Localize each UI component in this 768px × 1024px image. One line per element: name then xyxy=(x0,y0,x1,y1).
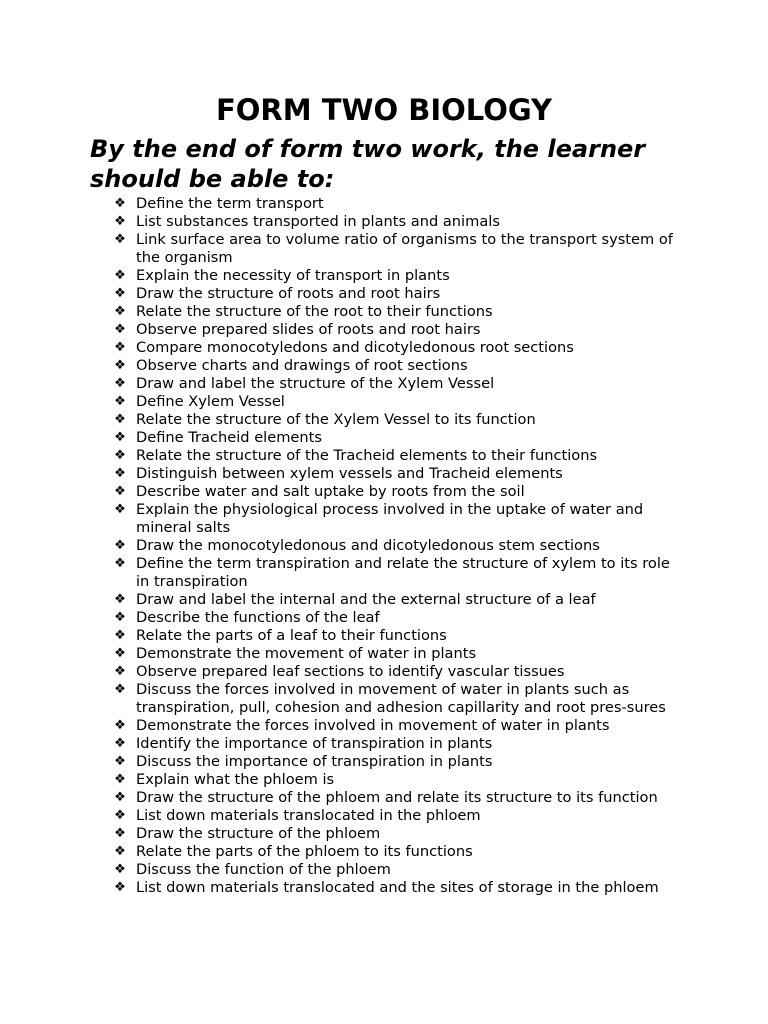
objective-text: List down materials translocated and the sites of storage in the phloem xyxy=(136,879,659,896)
list-item xyxy=(0,717,768,735)
diamond-bullet-icon: ❖ xyxy=(114,448,126,463)
diamond-bullet-icon: ❖ xyxy=(114,484,126,499)
objective-text: Define Tracheid elements xyxy=(136,429,322,446)
list-item xyxy=(0,861,768,879)
diamond-bullet-icon: ❖ xyxy=(114,394,126,409)
diamond-bullet-icon: ❖ xyxy=(114,844,126,859)
diamond-bullet-icon: ❖ xyxy=(114,340,126,355)
objective-text: Explain the physiological process involved in the uptake of water and mineral salts xyxy=(136,501,644,536)
objective-text: Discuss the function of the phloem xyxy=(136,861,391,878)
objective-text: Compare monocotyledons and dicotyledonous root sections xyxy=(136,339,574,356)
list-item xyxy=(0,357,768,375)
list-item xyxy=(0,609,768,627)
diamond-bullet-icon: ❖ xyxy=(114,196,126,211)
list-item xyxy=(0,465,768,483)
diamond-bullet-icon: ❖ xyxy=(114,646,126,661)
objective-text: Identify the importance of transpiration in plants xyxy=(136,735,493,752)
diamond-bullet-icon: ❖ xyxy=(114,718,126,733)
diamond-bullet-icon: ❖ xyxy=(114,610,126,625)
list-item xyxy=(0,843,768,861)
list-item xyxy=(0,645,768,663)
list-item xyxy=(0,483,768,501)
list-item xyxy=(0,321,768,339)
objective-text: Define the term transport xyxy=(136,195,324,212)
list-item xyxy=(0,213,768,231)
diamond-bullet-icon: ❖ xyxy=(114,682,126,697)
document-title: FORM TWO BIOLOGY xyxy=(215,93,553,127)
objectives-list xyxy=(0,195,768,897)
objective-text: Explain what the phloem is xyxy=(136,771,335,788)
diamond-bullet-icon: ❖ xyxy=(114,790,126,805)
objective-text: Discuss the forces involved in movement of water in plants such as transpiration, pull, cohesion and adhesion capillarity and root pres-sures xyxy=(136,681,666,716)
diamond-bullet-icon: ❖ xyxy=(114,430,126,445)
list-item xyxy=(0,879,768,897)
list-item xyxy=(0,285,768,303)
list-item xyxy=(0,501,768,537)
diamond-bullet-icon: ❖ xyxy=(114,376,126,391)
objective-text: Relate the parts of the phloem to its functions xyxy=(136,843,473,860)
list-item xyxy=(0,429,768,447)
diamond-bullet-icon: ❖ xyxy=(114,880,126,895)
list-item xyxy=(0,447,768,465)
diamond-bullet-icon: ❖ xyxy=(114,466,126,481)
objective-text: Define the term transpiration and relate the structure of xylem to its role in transpiration xyxy=(136,555,670,590)
diamond-bullet-icon: ❖ xyxy=(114,862,126,877)
list-item xyxy=(0,627,768,645)
objective-text: Relate the structure of the root to their functions xyxy=(136,303,493,320)
diamond-bullet-icon: ❖ xyxy=(114,538,126,553)
list-item xyxy=(0,825,768,843)
objective-text: Draw the structure of roots and root hairs xyxy=(136,285,441,302)
objective-text: Discuss the importance of transpiration in plants xyxy=(136,753,493,770)
diamond-bullet-icon: ❖ xyxy=(114,502,126,517)
objective-text: Observe prepared leaf sections to identify vascular tissues xyxy=(136,663,565,680)
diamond-bullet-icon: ❖ xyxy=(114,232,126,247)
diamond-bullet-icon: ❖ xyxy=(114,592,126,607)
diamond-bullet-icon: ❖ xyxy=(114,754,126,769)
objective-text: Describe the functions of the leaf xyxy=(136,609,380,626)
diamond-bullet-icon: ❖ xyxy=(114,214,126,229)
objective-text: Explain the necessity of transport in plants xyxy=(136,267,450,284)
list-item xyxy=(0,339,768,357)
diamond-bullet-icon: ❖ xyxy=(114,304,126,319)
objective-text: Draw the structure of the phloem xyxy=(136,825,381,842)
diamond-bullet-icon: ❖ xyxy=(114,322,126,337)
list-item xyxy=(0,663,768,681)
objective-text: Define Xylem Vessel xyxy=(136,393,285,410)
objective-text: Relate the structure of the Tracheid elements to their functions xyxy=(136,447,598,464)
objective-text: Observe charts and drawings of root sections xyxy=(136,357,468,374)
diamond-bullet-icon: ❖ xyxy=(114,772,126,787)
objective-text: Draw and label the internal and the external structure of a leaf xyxy=(136,591,596,608)
objective-text: Draw the structure of the phloem and relate its structure to its function xyxy=(136,789,658,806)
document-subtitle: By the end of form two work, the learner should be able to: xyxy=(90,135,646,193)
diamond-bullet-icon: ❖ xyxy=(114,736,126,751)
list-item xyxy=(0,375,768,393)
list-item xyxy=(0,789,768,807)
diamond-bullet-icon: ❖ xyxy=(114,826,126,841)
list-item xyxy=(0,267,768,285)
list-item xyxy=(0,807,768,825)
objective-text: Draw the monocotyledonous and dicotyledonous stem sections xyxy=(136,537,600,554)
diamond-bullet-icon: ❖ xyxy=(114,664,126,679)
objective-text: List substances transported in plants and animals xyxy=(136,213,500,230)
objective-text: Draw and label the structure of the Xylem Vessel xyxy=(136,375,495,392)
diamond-bullet-icon: ❖ xyxy=(114,808,126,823)
list-item xyxy=(0,537,768,555)
diamond-bullet-icon: ❖ xyxy=(114,358,126,373)
diamond-bullet-icon: ❖ xyxy=(114,286,126,301)
diamond-bullet-icon: ❖ xyxy=(114,268,126,283)
list-item xyxy=(0,393,768,411)
list-item xyxy=(0,753,768,771)
objective-text: Observe prepared slides of roots and root hairs xyxy=(136,321,481,338)
list-item xyxy=(0,681,768,717)
objective-text: Relate the structure of the Xylem Vessel to its function xyxy=(136,411,536,428)
objective-text: Link surface area to volume ratio of organisms to the transport system of the organism xyxy=(136,231,673,266)
list-item xyxy=(0,303,768,321)
objective-text: Describe water and salt uptake by roots from the soil xyxy=(136,483,525,500)
list-item xyxy=(0,591,768,609)
list-item xyxy=(0,771,768,789)
list-item xyxy=(0,735,768,753)
list-item xyxy=(0,195,768,213)
diamond-bullet-icon: ❖ xyxy=(114,628,126,643)
diamond-bullet-icon: ❖ xyxy=(114,556,126,571)
diamond-bullet-icon: ❖ xyxy=(114,412,126,427)
list-item xyxy=(0,411,768,429)
list-item xyxy=(0,231,768,267)
objective-text: Relate the parts of a leaf to their functions xyxy=(136,627,447,644)
objective-text: Demonstrate the movement of water in plants xyxy=(136,645,477,662)
objective-text: Distinguish between xylem vessels and Tracheid elements xyxy=(136,465,563,482)
objective-text: List down materials translocated in the phloem xyxy=(136,807,481,824)
objective-text: Demonstrate the forces involved in movement of water in plants xyxy=(136,717,610,734)
list-item xyxy=(0,555,768,591)
